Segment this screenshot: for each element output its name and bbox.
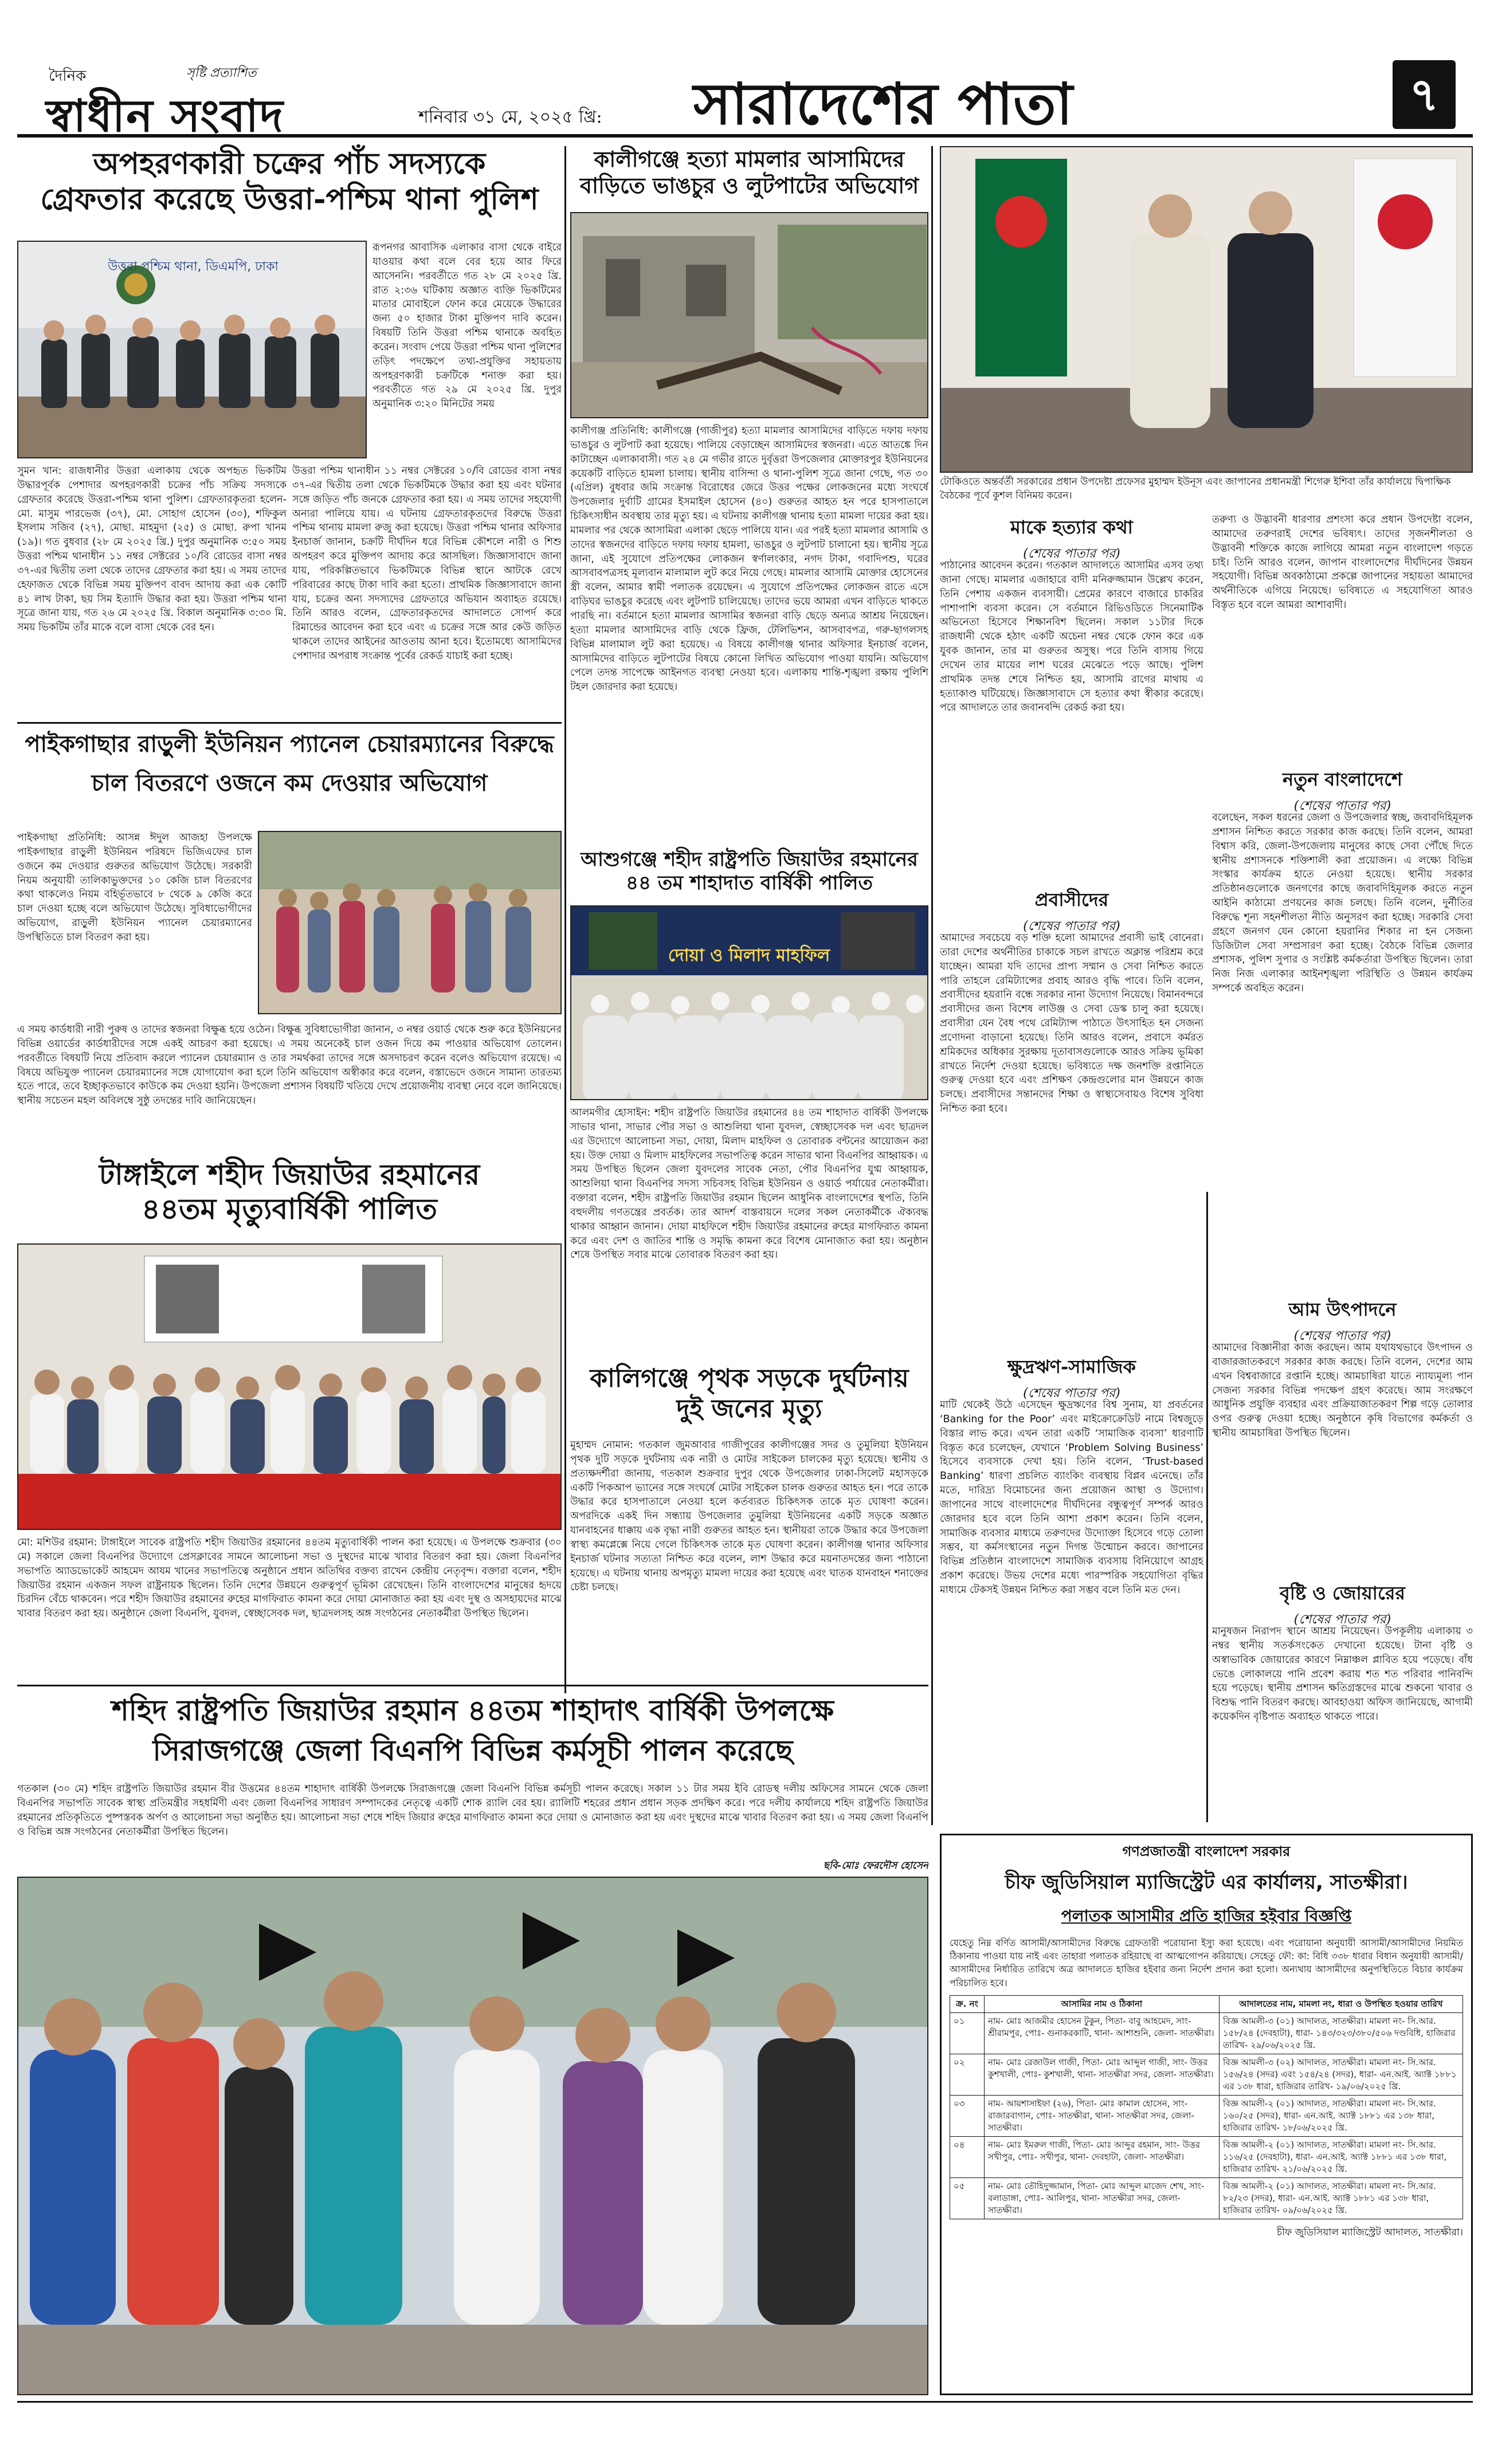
- page-number: ৭: [1393, 60, 1456, 129]
- police-group-photo: [18, 242, 367, 458]
- section-rule: [17, 722, 562, 724]
- rice-distribution-photo: [259, 832, 562, 1014]
- japan-flag: [1354, 159, 1457, 376]
- ashuganj-photo: [570, 905, 928, 1100]
- column-rule: [564, 146, 566, 1693]
- masthead-tagline: সৃষ্টি প্রত্যাশিত: [186, 66, 257, 80]
- kaliganj-vandal-headline: কালীগঞ্জে হত্যা মামলার আসামিদের বাড়িতে ভাঙচুর ও লুটপাটের অভিযোগ: [579, 146, 919, 198]
- brishti-text: মানুষজন নিরাপদ স্থানে আশ্রয় নিয়েছেন। উপকূলীয় এলাকায় ৩ নম্বর স্থানীয় সতর্কসংকেত দেখানো হয়েছে। টানা বৃষ্টি ও অস্বাভাবিক জোয়ারের কারণে নিম্নাঞ্চল প্লাবিত হয়ে পড়েছে। বাঁধ ভেঙে লোকালয়ে পানি প্রবেশ করায় শত শত পরিবার পানিবন্দি হয়ে পড়েছে। স্থানীয় প্রশাসন ক্ষতিগ্রস্তদের মাঝে শুকনো খাবার ও বিশুদ্ধ পানি বিতরণ করছে। আবহাওয়া অফিস জানিয়েছে, আগামী কয়েকদিন বৃষ্টিপাত অব্যাহত থাকতে পারে।: [1212, 1626, 1473, 1723]
- make-hottar-text: পাঠানোর আবেদন করেন। গতকাল আদালতে আসামির এসব তথ্য জানা গেছে। মামলার এজাহারে বাদী মনিরুজ্জামান উল্লেখ করেন, তিনি পেশায় একজন ব্যবসায়ী। প্রেমের কারণে বাজারে চাকরির পাশাপাশি ব্যবসা করেন। সে বর্তমানে রিভিওডিতে সিনেমাটিক অভিনেতা হিসেবে শিক্ষানবিশ ছিলেন। সকাল ১১টার দিকে রাজধানী থেকে হঠাৎ একটি অচেনা নম্বর থেকে ফোন করে এক যুবক জানান, তার মা গুরুতর অসুস্থ। পরে তিনি বাসায় গিয়ে দেখেন তার মায়ের লাশ ঘরের মেঝেতে পড়ে আছে। পুলিশ প্রাথমিক তদন্ত শেষে নিশ্চিত হয়, আসামি রাগের মাথায় এ হত্যাকাণ্ড ঘটিয়েছে। জিজ্ঞাসাবাদে সে হত্যার কথা স্বীকার করেছে। পরে আদালতে তার জবানবন্দি রেকর্ড করা হয়।: [940, 560, 1203, 714]
- kaliganj-vandal-text: কালীগঞ্জ প্রতিনিধি: কালীগঞ্জে (গাজীপুর) হত্যা মামলার আসামিদের বাড়িতে দফায় দফায় ভাঙচুর ও লুটপাট করা হয়েছে। পালিয়ে বেড়াচ্ছেন আসামিদের স্বজনরা। এতে আতঙ্কে দিন কাটাচ্ছেন এলাকাবাসী। গত ২৪ মে গভীর রাতে দুর্বৃত্তরা উপজেলার মোক্তারপুর ইউনিয়নের কয়েকটি বাড়িতে হামলা চালায়। স্থানীয় বাসিন্দা ও থানা-পুলিশ সূত্রে জানা গেছে, গত ৩০ (এপ্রিল) বুধবার জমি সংক্রান্ত বিরোধের জেরে উত্তর পক্ষের লোকজনের মধ্যে সংঘর্ষে উপজেলার দুর্বাটি গ্রামের ইসমাইল হোসেন (৪০) গুরুতর আহত হন পরে হাসপাতালে চিকিৎসাধীন অবস্থায় তার মৃত্যু হয়। এ ঘটনায় কালীগঞ্জ থানায় হত্যা মামলা দায়ের করা হয়। মামলার পর থেকে আসামিরা এলাকা ছেড়ে পালিয়ে যান। এর পরই হত্যা মামলার আসামি ও তাদের স্বজনদের বাড়িতে দফায় দফায় হামলা, ভাঙচুর ও লুটপাট চালানো হয়। স্থানীয় সূত্রে জানা, এই সুযোগে প্রতিপক্ষের লোকজন স্বর্ণালংকার, নগদ টাকা, গবাদিপশু, ঘরের আসবাবপত্রসহ মূল্যবান মালামাল লুট করে নিয়ে গেছে। মামলার আসামি মোক্তার হোসেনের স্ত্রী বলেন, আমার স্বামী পলাতক রয়েছেন। এ সুযোগে প্রতিপক্ষের লোকজন রাতে এসে বাড়িঘর ভাঙচুর করেছে এবং লুটপাট চালিয়েছে। তাদের ভয়ে আমরা এখন বাড়িতে থাকতে পারছি না। বর্তমানে হত্যা মামলার আসামির স্বজনরা বাড়ি ছেড়ে অন্যত্র আশ্রয় নিয়েছেন। হত্যা মামলার আসামিদের বাড়ি থেকে ফ্রিজ, টেলিভিশন, আসবাবপত্র, গরু-ছাগলসহ বিভিন্ন মালামাল লুট করা হয়েছে। এ বিষয়ে কালীগঞ্জ থানার অফিসার ইনচার্জ বলেন, আসামিদের বাড়িতে লুটপাটের বিষয়ে কোনো লিখিত অভিযোগ পাওয়া যায়নি। অভিযোগ পেলে তদন্ত সাপেক্ষে আইনগত ব্যবস্থা নেওয়া হবে। এলাকায় শান্তি-শৃঙ্খলা রক্ষায় পুলিশি টহল জোরদার করা হয়েছে।: [570, 425, 928, 693]
- table-row: ০১ নাম- মোঃ আজমীর হোসেন টুকুন, পিতা- বাবু আহমেদ, সাং- শ্রীরামপুর, পোঃ- গুনাকরকাটি, থানা- আশাশুনি, জেলা- সাতক্ষীরা। বিজ্ঞ আমলী-৩ (০১) আদালত, সাতক্ষীরা। মামলা নং- সি.আর. ১৫৮/২৪ (দেবহাটা), ধারা- ১৪৩/৩২৩/৩৮০/৫০৬ দণ্ডবিধি, হাজিরার তারিখ- ২৯/০৬/২০২৫ খ্রি.: [950, 2012, 1463, 2054]
- abduction-text-right: রূপনগর আবাসিক এলাকার বাসা থেকে বাইরে যাওয়ার কথা বলে বের হয়ে আর ফিরে আসেননি। পরবর্তীতে গত ২৮ মে ২০২৫ খ্রি. রাত ২:৩৬ ঘটিকায় অজ্ঞাত ব্যক্তি ভিকটিমের মাতার মোবাইলে ফোন করে মেয়েকে উদ্ধারের জন্য ৫০ হাজার টাকা মুক্তিপণ দাবি করেন। বিষয়টি তিনি উত্তরা পশ্চিম থানাকে অবহিত করেন। সংবাদ পেয়ে উত্তরা পশ্চিম থানা পুলিশের তড়িৎ পদক্ষেপে তথ্য-প্রযুক্তির সহায়তায় অপহরণকারী চক্রটিকে শনাক্ত করা হয়। পরবর্তীতে গত ২৯ মে ২০২৫ খ্রি. দুপুর অনুমানিক ৩:২০ মিনিটের সময়: [372, 242, 562, 410]
- table-row: ০৫ নাম- মোঃ তৌহিদুজ্জামান, পিতা- মোঃ আব্দুল মাজেদ শেখ, সাং- বলাডাঙ্গা, পোঃ- আলিপুর, থানা- সাতক্ষীরা সদর, জেলা- সাতক্ষীরা। বিজ্ঞ আমলী-২ (০১) আদালত, সাতক্ষীরা। মামলা নং- সি.আর. ৮২/২৩ (সদর), ধারা- এন.আই. অ্যাক্ট ১৮৮১ এর ১৩৮ ধারা, হাজিরার তারিখ- ০৯/০৬/২০২৫ খ্রি.: [950, 2177, 1463, 2219]
- probashi-title: প্রবাসীদের (শেষের পাতার পর): [1023, 889, 1120, 933]
- tangail-event-photo: [18, 1245, 562, 1530]
- diplomatic-meeting-photo: [941, 147, 1473, 473]
- aam-title: আম উৎপাদনে (শেষের পাতার পর): [1288, 1298, 1397, 1343]
- notice-table-header: ক্র. নং আসামির নাম ও ঠিকানা আদালতের নাম, মামলা নং, ধারা ও উপস্থিত হওয়ার তারিখ: [950, 1995, 1463, 2012]
- sirajganj-photo-credit: ছবি-মোঃ ফেরদৌস হোসেন: [823, 1860, 928, 1871]
- paikgachha-headline: পাইকগাছার রাড়ুলী ইউনিয়ন প্যানেল চেয়ারম্যানের বিরুদ্ধে চাল বিতরণে ওজনে কম দেওয়ার অভিযোগ: [25, 731, 554, 797]
- masthead: [17, 52, 1473, 142]
- ashuganj-headline: আশুগঞ্জে শহীদ রাষ্ট্রপতি জিয়াউর রহমানের ৪৪ তম শাহাদাত বার্ষিকী পালিত: [581, 848, 918, 894]
- masthead-small-label: দৈনিক: [49, 68, 87, 85]
- photo-sign-text: উত্তরা পশ্চিম থানা, ডিএমপি, ঢাকা: [108, 260, 279, 274]
- sirajganj-headline: শহিদ রাষ্ট্রপতি জিয়াউর রহমান ৪৪তম শাহাদাৎ বার্ষিকী উপলক্ষে সিরাজগঞ্জে জেলা বিএনপি বিভিন্ন কর্মসূচী পালন করেছে: [112, 1693, 834, 1767]
- milad-mahfil-photo: [571, 907, 928, 1100]
- damaged-house-photo: [571, 213, 928, 418]
- paikgachha-photo: [258, 831, 562, 1014]
- kaliganj-vandal-photo: [570, 212, 928, 418]
- notice-title: পলাতক আসামীর প্রতি হাজির হইবার বিজ্ঞপ্তি: [1061, 1906, 1352, 1925]
- paikgachha-text-full: এ সময় কার্ডধারী নারী পুরুষ ও তাদের স্বজনরা বিক্ষুব্ধ হয়ে ওঠেন। বিক্ষুব্ধ সুবিধাভোগীরা জানান, ৩ নম্বর ওয়ার্ড থেকে শুরু করে ইউনিয়নের বিভিন্ন ওয়ার্ডের কার্ডধারীদের সঙ্গে একই আচরণ করা হয়েছে। এ সময় অনেকেই চাল ওজন দিয়ে কম পাওয়ার অভিযোগ তোলেন। পরবর্তীতে বিষয়টি নিয়ে প্রতিবাদ করলে প্যানেল চেয়ারম্যান ও তার সমর্থকরা তাদের সঙ্গে অসদাচরণ করেন বলেও অভিযোগ রয়েছে। এ বিষয়ে অভিযুক্ত প্যানেল চেয়ারম্যানের সঙ্গে যোগাযোগ করা হলে তিনি অভিযোগ অস্বীকার করে বলেন, বস্তাভেদে ওজনে সামান্য তারতম্য হতে পারে, তবে ইচ্ছাকৃতভাবে কাউকে কম দেওয়া হয়নি। উপজেলা প্রশাসন বিষয়টি খতিয়ে দেখে প্রয়োজনীয় ব্যবস্থা নেবে বলে জানিয়েছে। স্থানীয় সচেতন মহল অবিলম্বে সুষ্ঠু তদন্তের দাবি জানিয়েছেন।: [17, 1024, 562, 1107]
- newspaper-logo: [32, 57, 307, 142]
- abduction-headline: অপহরণকারী চক্রের পাঁচ সদস্যকে গ্রেফতার করেছে উত্তরা-পশ্চিম থানা পুলিশ: [40, 146, 539, 217]
- notice-signature: চীফ জুডিসিয়াল ম্যাজিস্ট্রেট আদালত, সাতক্ষীরা।: [1276, 2226, 1463, 2238]
- yunus-photo: [940, 146, 1473, 473]
- court-notice: [940, 1834, 1473, 2395]
- newspaper-name: স্বাধীন সংবাদ: [46, 90, 284, 142]
- table-row: ০৪ নাম- মোঃ ইমরুল গাজী, পিতা- মোঃ আব্দুর রহমান, সাং- উত্তর সখীপুর, পোঃ- সখীপুর, থানা- দেবহাটা, জেলা- সাতক্ষীরা। বিজ্ঞ আমলী-২ (০১) আদালত, সাতক্ষীরা। মামলা নং- সি.আর. ১১৬/২৫ (দেবহাটা), ধারা- এন.আই. অ্যাক্ট ১৮৮১ এর ১৩৮ ধারা, হাজিরার তারিখ- ২১/০৬/২০২৫ খ্রি.: [950, 2136, 1463, 2177]
- tangail-photo: [17, 1243, 562, 1530]
- yunus-caption: টোকিওতে অন্তর্বর্তী সরকারের প্রধান উপদেষ্টা প্রফেসর মুহাম্মদ ইউনূস এবং জাপানের প্রধানমন্ত্রী শিগেরু ইশিবা তাঁর কার্যালয়ে দ্বিপাক্ষিক বৈঠকের পূর্বে কুশল বিনিময় করেন।: [940, 476, 1451, 501]
- abduction-text-left: সুমন খান: রাজধানীর উত্তরা এলাকায় থেকে অপহৃত ভিকটিম উদ্ধারপূর্বক পেশাদার অপহরণকারী চক্রের পাঁচ সক্রিয় সদস্যকে গ্রেফতার করেছে উত্তরা-পশ্চিম থানা পুলিশ। গ্রেফতারকৃতরা হলেন- মো. মাসুম পারভেজ (৩৭), মো. সোহাগ হোসেন (৩০), শফিকুল ইসলাম সজিব (২৭), মোছা. মাহমুদা (২৫) ও মোছা. রুপা খানম (১৯)। গত বুধবার (২৮ মে ২০২৫ খ্রি.) দুপুর অনুমানিক ৩:৫০ সময় উত্তরা পশ্চিম থানাধীন ১১ নম্বর সেক্টরের ১০/বি রোডের বাসা নম্বর ৩৭-এর দ্বিতীয় তলা থেকে তাদের গ্রেফতার করা হয়। এ সময় তাদের হেফাজত থেকে বিভিন্ন সময় মুক্তিপণ বাবদ আদায় করা এক কোটি ৪১ লাখ টাকা, ছয় সিম ইত্যাদি উদ্ধার করা হয়। উত্তরা পশ্চিম থানা সূত্রে জানা যায়, গত ২৬ মে ২০২৫ খ্রি. বিকাল অনুমানিক ৩:৩০ মি. সময় ভিকটিম তাঁর মাকে বলে বাসা থেকে বের হন।: [17, 465, 287, 634]
- ashuganj-text: আলমগীর হোসাইন: শহীদ রাষ্ট্রপতি জিয়াউর রহমানের ৪৪ তম শাহাদাত বার্ষিকী উপলক্ষে সাভার থানা, সাভার পৌর সভা ও আশুলিয়া থানা যুবদল, স্বেচ্ছাসেবক দল এবং ছাত্রদল এর উদ্যোগে আলোচনা সভা, দোয়া, মিলাদ মাহফিল ও তোবারক বন্টনের আয়োজন করা হয়। উক্ত দোয়া ও মিলাদ মাহফিলের সভাপতিত্ব করেন সাভার থানা বিএনপির আহ্বায়ক। এ সময় উপস্থিত ছিলেন জেলা যুবদলের সাবেক নেতা, পৌর বিএনপির যুগ্ম আহ্বায়ক, আশুলিয়া থানা বিএনপির সদস্য সচিবসহ বিভিন্ন ইউনিয়ন ও ওয়ার্ড পর্যায়ের নেতাকর্মীরা। বক্তারা বলেন, শহীদ রাষ্ট্রপতি জিয়াউর রহমান ছিলেন আধুনিক বাংলাদেশের স্থপতি, তিনি বহুদলীয় গণতন্ত্রের প্রবর্তক। তার আদর্শ বাস্তবায়নে দলের সকল নেতাকর্মীকে ঐক্যবদ্ধ থাকার আহ্বান জানান। দোয়া মাহফিলে শহীদ জিয়াউর রহমানের রুহের মাগফিরাত কামনা করে এবং দেশ ও জাতির শান্তি ও সমৃদ্ধি কামনা করে বিশেষ মোনাজাত করা হয়। অনুষ্ঠান শেষে উপস্থিত সবার মাঝে তোবারক বিতরণ করা হয়।: [570, 1107, 928, 1261]
- tangail-text: মো: মশিউর রহমান: টাঙ্গাইলে সাবেক রাষ্ট্রপতি শহীদ জিয়াউর রহমানের ৪৪তম মৃত্যুবার্ষিকী পালন করা হয়েছে। এ উপলক্ষে শুক্রবার (৩০ মে) সকালে জেলা বিএনপির উদ্যোগে প্রেসক্লাবের সামনে আলোচনা সভা ও দুস্থদের মাঝে খাবার বিতরণ করা হয়। জেলা বিএনপির সভাপতি অ্যাডভোকেট আহমেদ আযম খানের সভাপতিত্বে অনুষ্ঠানে প্রধান অতিথির বক্তব্য রাখেন কেন্দ্রীয় নেতৃবৃন্দ। বক্তারা বলেন, শহীদ জিয়াউর রহমান একজন সফল রাষ্ট্রনায়ক ছিলেন। তিনি দেশের উন্নয়নে গুরুত্বপূর্ণ ভূমিকা রেখেছেন। তিনি বাংলাদেশের মানুষের হৃদয়ে চিরদিন বেঁচে থাকবেন। পরে শহীদ জিয়াউর রহমানের রুহের মাগফিরাত কামনা করে দোয়া মোনাজাত করা হয় এবং দুস্থ ও অসহায়দের মাঝে খাবার বিতরণ করা হয়। অনুষ্ঠানে জেলা বিএনপি, যুবদল, স্বেচ্ছাসেবক দল, ছাত্রদলসহ অঙ্গ সংগঠনের নেতাকর্মীরা উপস্থিত ছিলেন।: [17, 1537, 562, 1620]
- khudro-rin-title: ক্ষুদ্রঋণ-সামাজিক (শেষের পাতার পর): [1007, 1356, 1136, 1400]
- notun-bangladesh-text: বলেছেন, সকল ধরনের জেলা ও উপজেলার স্বচ্ছ, জবাবদিহিমূলক প্রশাসন নিশ্চিত করতে সরকার কাজ করছে। তিনি বলেন, আমরা বিশ্বাস করি, জেলা-উপজেলায় মানুষের কাছে সেবা পৌঁছে দিতে স্থানীয় প্রশাসনকে শক্তিশালী করা প্রয়োজন। এ লক্ষ্যে বিভিন্ন সংস্কার কার্যক্রম হাতে নেওয়া হয়েছে। স্থানীয় সরকার প্রতিষ্ঠানগুলোকে জনগণের কাছে জবাবদিহিমূলক করতে নতুন আইনি কাঠামো প্রণয়নের কাজ চলছে। তিনি বলেন, দুর্নীতির বিরুদ্ধে শূন্য সহনশীলতা নীতি অনুসরণ করা হচ্ছে। সরকারি সেবা গ্রহণে জনগণ যেন কোনো হয়রানির শিকার না হন সেজন্য ডিজিটাল সেবা সম্প্রসারণ করা হচ্ছে। বৈঠকে বিভিন্ন জেলার প্রশাসক, পুলিশ সুপার ও সংশ্লিষ্ট কর্মকর্তারা উপস্থিত ছিলেন। তারা নিজ নিজ এলাকার আইনশৃঙ্খলা পরিস্থিতি ও উন্নয়ন কার্যক্রম সম্পর্কে অবহিত করেন।: [1212, 812, 1473, 995]
- table-row: ০২ নাম- মোঃ রেজাউল গাজী, পিতা- মোঃ আব্দুল গাজী, সাং- উত্তর কুশখালী, পোঃ- কুশখালী, থানা- সাতক্ষীরা সদর, জেলা- সাতক্ষীরা। বিজ্ঞ আমলী-৩ (০২) আদালত, সাতক্ষীরা। মামলা নং- সি.আর. ১৫৬/২৪ (সদর) এবং ১৫৪/২৪ (সদর), ধারা- এন.আই. অ্যাক্ট ১৮৮১ এর ১৩৮ ধারা, হাজিরার তারিখ- ১৯/০৬/২০২৫ খ্রি.: [950, 2054, 1463, 2095]
- paikgachha-text-left: পাইকগাছা প্রতিনিধি: আসন্ন ঈদুল আজহা উপলক্ষে পাইকগাছার রাড়ুলী ইউনিয়ন পরিষদে ভিজিএফের চাল ওজনে কম দেওয়ার গুরুতর অভিযোগ উঠেছে। সরকারী নিয়ম অনুযায়ী তালিকাভুক্তদের ১০ কেজি চাল বিতরণের কথা থাকলেও নিয়ম বহির্ভূতভাবে ৮ থেকে ৯ কেজি করে চাল দেওয়া হচ্ছে বলে অভিযোগ উঠেছে। সুবিধাভোগীদের অভিযোগ, রাড়ুলী ইউনিয়ন প্যানেল চেয়ারম্যানের উপস্থিতিতে চাল বিতরণ করা হয়।: [17, 832, 252, 943]
- kaliganj-accident-headline: কালিগঞ্জে পৃথক সড়কে দুর্ঘটনায় দুই জনের মৃত্যু: [590, 1364, 909, 1423]
- column-rule: [931, 146, 933, 1825]
- sirajganj-text: গতকাল (৩০ মে) শহিদ রাষ্ট্রপতি জিয়াউর রহমান বীর উত্তমের ৪৪তম শাহাদাৎ বার্ষিকী উপলক্ষে সিরাজগঞ্জে জেলা বিএনপি বিভিন্ন কর্মসূচী পালন করেছে। সকাল ১১ টার সময় ইবি রোডস্থ দলীয় অফিসের সামনে থেকে জেলা বিএনপির সভাপতি সাবেক স্বাস্থ্য প্রতিমন্ত্রীর সহধর্মিণী এবং জেলা বিএনপির সাধারণ সম্পাদকের নেতৃত্বে একটি শোক র‍্যালি বের হয়। র‍্যালিটি শহরের প্রধান প্রধান সড়ক প্রদক্ষিণ করে। পরে দলীয় কার্যালয়ে শহিদ রাষ্ট্রপতি জিয়াউর রহমানের প্রতিকৃতিতে পুষ্পস্তবক অর্পণ ও আলোচনা সভা অনুষ্ঠিত হয়। আলোচনা সভা শেষে শহিদ জিয়ার রুহের মাগফিরাত কামনা করে দোয়া ও মোনাজাত করা হয় এবং দুস্থদের মাঝে খাবার বিতরণ করা হয়। এ সময় জেলা বিএনপি ও বিভিন্ন অঙ্গ সংগঠনের নেতাকর্মীরা উপস্থিত ছিলেন।: [17, 1783, 928, 1838]
- notice-government: গণপ্রজাতন্ত্রী বাংলাদেশ সরকার: [1122, 1843, 1291, 1859]
- probashi-text: আমাদের সবচেয়ে বড় শক্তি হলো আমাদের প্রবাসী ভাই বোনেরা। তারা দেশের অর্থনীতির চাকাকে সচল রাখতে অক্লান্ত পরিশ্রম করে যাচ্ছেন। আমরা যদি তাদের প্রাপ্য সম্মান ও সেবা নিশ্চিত করতে পারি তাহলে রেমিট্যান্সের প্রবাহ আরও বৃদ্ধি পাবে। তিনি বলেন, প্রবাসীদের হয়রানি বন্ধে সরকার নানা উদ্যোগ নিয়েছে। বিমানবন্দরে প্রবাসীদের জন্য বিশেষ লাউঞ্জ ও সেবা ডেস্ক চালু করা হয়েছে। প্রবাসীরা যেন বৈধ পথে রেমিট্যান্স পাঠাতে উৎসাহিত হন সেজন্য প্রণোদনা বাড়ানো হয়েছে। তিনি আরও বলেন, প্রবাসে কর্মরত শ্রমিকদের অধিকার সুরক্ষায় দূতাবাসগুলোকে আরও সক্রিয় ভূমিকা রাখতে নির্দেশ দেওয়া হয়েছে। ভবিষ্যতে দক্ষ জনশক্তি রপ্তানিতে গুরুত্ব দেওয়া হবে এবং প্রশিক্ষণ কেন্দ্রগুলোর মান উন্নয়নে কাজ চলছে। প্রবাসীদের সন্তানদের শিক্ষা ও স্বাস্থ্যসেবায়ও বিশেষ সুবিধা নিশ্চিত করা হবে।: [940, 932, 1203, 1115]
- section-rule: [17, 2401, 1473, 2403]
- notice-intro: যেহেতু নিম্ন বর্ণিত আসামী/আসামীদের বিরুদ্ধে গ্রেফতারী পরোয়ানা ইস্যু করা হয়েছে। এবং পরোয়ানা অনুযায়ী আসামী/আসামীদের নিয়মিত ঠিকানায় পাওয়া যায় নাই এবং তাহারা পলাতক রহিয়াছে বা আত্মগোপন করিয়াছে। সেহেতু ফৌ: কা: বিধি ৩৩৮ ধারার বিধান অনুযায়ী আসামী/আসামীদের নির্ধারিত তারিখে অত্র আদালতে হাজির হইবার জন্য নির্দেশ প্রদান করা হলো। অন্যথায় আসামীদের অনুপস্থিতিতে বিচার কার্যক্রম পরিচালিত হবে।: [950, 1937, 1463, 1988]
- sirajganj-photo: [17, 1877, 928, 2395]
- notice-table: [950, 1995, 1463, 2219]
- kaliganj-accident-text: মুহাম্মদ নোমান: গতকাল জুমআবার গাজীপুরের কালীগঞ্জের সদর ও তুমুলিয়া ইউনিয়ন পৃথক দুটি সড়কে দুর্ঘটনায় এক নারী ও মোটর সাইকেল চালকের মৃত্যু হয়েছে। স্থানীয় ও প্রত্যক্ষদর্শীরা জানায়, গতকাল শুক্রবার দুপুর থেকে উপজেলার ঢাকা-সিলেট মহাসড়কে একটি পিকআপ ভ্যানের সঙ্গে সংঘর্ষে মোটর সাইকেল চালক গুরুতর আহত হন। পরে তাকে উদ্ধার করে হাসপাতালে নেওয়া হলে কর্তব্যরত চিকিৎসক তাকে মৃত ঘোষণা করেন। অপরদিকে একই দিন সন্ধ্যায় উপজেলার তুমুলিয়া ইউনিয়নের একটি সড়কে অজ্ঞাত যানবাহনের ধাক্কায় এক বৃদ্ধা নারী গুরুতর আহত হন। স্থানীয়রা তাকে উদ্ধার করে উপজেলা স্বাস্থ্য কমপ্লেক্সে নিয়ে গেলে চিকিৎসক তাকে মৃত ঘোষণা করেন। কালীগঞ্জ থানার অফিসার ইনচার্জ ঘটনার সত্যতা নিশ্চিত করে বলেন, লাশ উদ্ধার করে ময়নাতদন্তের জন্য পাঠানো হয়েছে। এ ঘটনায় থানায় অপমৃত্যু মামলা দায়ের করা হয়েছে এবং ঘাতক যানবাহন শনাক্তের চেষ্টা চলছে।: [570, 1439, 928, 1594]
- abduction-photo: [17, 241, 367, 458]
- aam-text: আমাদের বিজ্ঞানীরা কাজ করছেন। আম যথাযথভাবে উৎপাদন ও বাজারজাতকরণে সরকার কাজ করছে। তিনি বলেন, দেশের আম এখন বিশ্ববাজারে রপ্তানি হচ্ছে। আমচাষিরা যাতে ন্যায্যমূল্য পান সেজন্য সরকার বিভিন্ন পদক্ষেপ গ্রহণ করেছে। আম সংরক্ষণে আধুনিক প্রযুক্তি ব্যবহার এবং প্রক্রিয়াজাতকরণ শিল্প গড়ে তোলার ওপর গুরুত্ব দেওয়া হচ্ছে। অনুষ্ঠানে কৃষি বিভাগের কর্মকর্তা ও স্থানীয় আমচাষিরা উপস্থিত ছিলেন।: [1212, 1342, 1473, 1439]
- section-title: সারাদেশের পাতা: [693, 70, 1073, 138]
- khudro-rin-text: মাটি থেকেই উঠে এসেছেন ক্ষুদ্রঋণের বিশ্ব সুনাম, যা প্রবর্তনের ‘Banking for the Poor’ এবং মাইক্রোক্রেডিট নামে বিশ্বজুড়ে বিস্তার লাভ করে। এখন তারা একটি ‘সামাজিক ব্যবসা’ ধারণাটি বিস্তৃত করে চলেছেন, যেখানে ‘Problem Solving Business’ হিসেবে ব্যবসাকে দেখা হয়। তিনি বলেন, ‘Trust-based Banking’ ধারণা প্রচলিত ব্যাংকিং ব্যবস্থায় বিপ্লব এনেছে। তাঁর মতে, দারিদ্র্য বিমোচনের জন্য প্রয়োজন আস্থা ও উদ্যোগ। জাপানের সাথে বাংলাদেশের দীর্ঘদিনের বন্ধুত্বপূর্ণ সম্পর্ক আরও জোরদার হবে বলে তিনি আশা প্রকাশ করেন। তিনি বলেন, সামাজিক ব্যবসার মাধ্যমে তরুণদের উদ্যোক্তা হিসেবে গড়ে তোলা সম্ভব, যা কর্মসংস্থানের নতুন দিগন্ত উন্মোচন করবে। জাপানের বিভিন্ন প্রতিষ্ঠান বাংলাদেশে সামাজিক ব্যবসায় বিনিয়োগে আগ্রহ প্রকাশ করেছে। উভয় দেশের মধ্যে পারস্পরিক সহযোগিতা বৃদ্ধির মাধ্যমে টেকসই উন্নয়ন নিশ্চিত করা সম্ভব বলে তিনি মত দেন।: [940, 1399, 1203, 1596]
- banner-text: দোয়া ও মিলাদ মাহফিল: [668, 945, 830, 966]
- table-row: ০৩ নাম- আয়শাসাইফা (২৬), পিতা- মোঃ কামাল হোসেন, সাং- রাজারবাগান, পোঃ- সাতক্ষীরা, থানা- সাতক্ষীরা সদর, জেলা- সাতক্ষীরা। বিজ্ঞ আমলী-২ (০১) আদালত, সাতক্ষীরা। মামলা নং- সি.আর. ১৬০/২৫ (সদর), ধারা- এন.আই. অ্যাক্ট ১৮৮১ এর ১৩৮ ধারা, হাজিরার তারিখ- ১৮/০৬/২০২৫ খ্রি.: [950, 2095, 1463, 2136]
- column-rule: [1206, 1192, 1208, 1822]
- notun-bangladesh-title: নতুন বাংলাদেশে (শেষের পাতার পর): [1283, 768, 1402, 813]
- rally-photo: [18, 1878, 928, 2395]
- make-hottar-title: মাকে হত্যার কথা (শেষের পাতার পর): [1010, 516, 1133, 561]
- bangladesh-flag: [975, 159, 1067, 376]
- abduction-text-mid: উত্তরা পশ্চিম থানাধীন ১১ নম্বর সেক্টরের ১০/বি রোডের বাসা নম্বর ৩৭-এর দ্বিতীয় তলা থেকে ভিকটিমকে উদ্ধার করা হয় এবং ঘটনার সঙ্গে জড়িত পাঁচ জনকে গ্রেফতার করা হয়। এ সময় তাদের সহযোগী অন্যরা পালিয়ে যায়। এ ঘটনায় গ্রেফতারকৃতদের বিরুদ্ধে উত্তরা পশ্চিম থানায় মামলা রুজু করা হয়েছে। উত্তরা পশ্চিম থানার অফিসার ইনচার্জ জানান, চক্রটি দীর্ঘদিন ধরে বিভিন্ন কৌশলে নারী ও শিশু অপহরণ করে মুক্তিপণ আদায় করে আসছিল। জিজ্ঞাসাবাদে জানা যায়, পরিকল্পিতভাবে ভিকটিমকে বিভিন্ন স্থানে আটকে রেখে পরিবারের কাছে টাকা দাবি করা হতো। প্রাথমিক জিজ্ঞাসাবাদে জানা যায়, চক্রের অন্য সদস্যদের গ্রেফতারে অভিযান অব্যাহত রয়েছে। তিনি আরও বলেন, গ্রেফতারকৃতদের আদালতে সোপর্দ করে রিমান্ডের আবেদন করা হবে এবং এ চক্রের সঙ্গে আর কেউ জড়িত থাকলে তাদের আইনের আওতায় আনা হবে। ইতোমধ্যে আসামিদের পেশাদার অপরাধ সংক্রান্ত পূর্বের রেকর্ড যাচাই করা হচ্ছে।: [292, 465, 562, 662]
- tangail-headline: টাঙ্গাইলে শহীদ জিয়াউর রহমানের ৪৪তম মৃত্যুবার্ষিকী পালিত: [99, 1158, 480, 1226]
- notun-bangladesh-text-top: তরুণ্য ও উদ্ভাবনী ধারণার প্রশংসা করে প্রধান উপদেষ্টা বলেন, আমাদের তরুণরাই দেশের ভবিষ্যৎ। তাদের সৃজনশীলতা ও উদ্ভাবনী শক্তিকে কাজে লাগিয়ে আমরা নতুন বাংলাদেশ গড়তে চাই। তিনি আরও বলেন, জাপান বাংলাদেশের দীর্ঘদিনের উন্নয়ন সহযোগী। বিভিন্ন অবকাঠামো প্রকল্পে জাপানের সহায়তা আমাদের অর্থনীতিকে এগিয়ে নিয়েছে। ভবিষ্যতে এ সহযোগিতা আরও বিস্তৃত হবে বলে আমরা আশাবাদী।: [1212, 514, 1473, 611]
- notice-office: চীফ জুডিসিয়াল ম্যাজিস্ট্রেট এর কার্যালয়, সাতক্ষীরা।: [1005, 1871, 1408, 1894]
- brishti-title: বৃষ্টি ও জোয়ারের (শেষের পাতার পর): [1279, 1582, 1406, 1627]
- issue-date: শনিবার ৩১ মে, ২০২৫ খ্রি:: [418, 107, 602, 127]
- section-rule: [17, 1685, 928, 1686]
